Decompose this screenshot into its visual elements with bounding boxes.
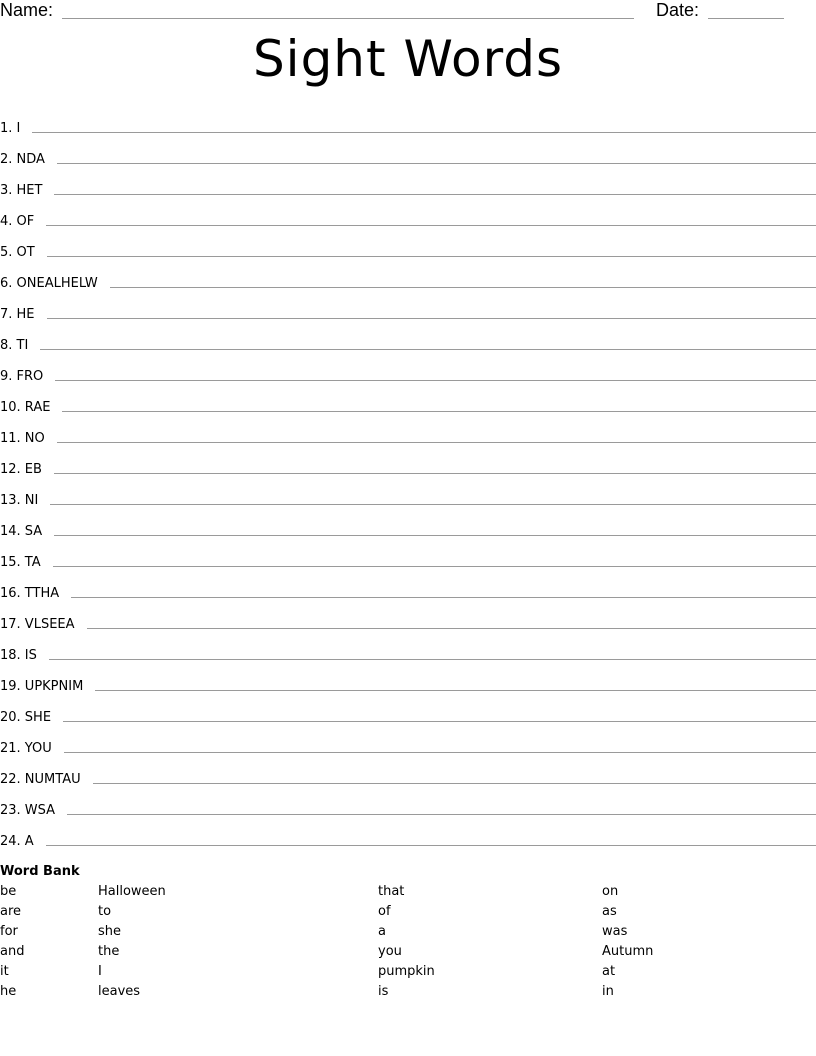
question-row: [0, 609, 816, 640]
word-bank-column: [378, 884, 435, 1004]
answer-line: [57, 163, 816, 164]
word-bank: [0, 884, 816, 1008]
question-row: [0, 361, 816, 392]
answer-line: [46, 845, 816, 846]
word-bank-word: a: [378, 924, 386, 939]
word-bank-word: leaves: [98, 984, 141, 999]
question-row: [0, 175, 816, 206]
scrambled-word-label: 15. TA: [0, 555, 41, 570]
answer-line: [64, 752, 816, 753]
date-field-line: [708, 18, 784, 19]
question-row: [0, 206, 816, 237]
question-row: [0, 268, 816, 299]
scrambled-word-label: 7. HE: [0, 307, 35, 322]
question-row: [0, 826, 816, 857]
question-row: [0, 516, 816, 547]
question-row: [0, 764, 816, 795]
answer-line: [62, 411, 816, 412]
scrambled-word-label: 5. OT: [0, 245, 35, 260]
question-row: [0, 702, 816, 733]
answer-line: [47, 318, 816, 319]
answer-line: [55, 380, 816, 381]
scrambled-word-label: 19. UPKPNIM: [0, 679, 84, 694]
question-row: [0, 454, 816, 485]
scrambled-word-label: 3. HET: [0, 183, 43, 198]
scrambled-word-label: 13. NI: [0, 493, 39, 508]
question-row: [0, 113, 816, 144]
name-label: Name:: [0, 0, 54, 20]
word-bank-column: [98, 884, 166, 1004]
question-row: [0, 547, 816, 578]
word-bank-word: Autumn: [602, 944, 654, 959]
date-label: Date:: [656, 0, 700, 20]
word-bank-column: [0, 884, 24, 1004]
page-title: Sight Words: [252, 30, 564, 88]
scrambled-word-label: 11. NO: [0, 431, 45, 446]
answer-line: [110, 287, 816, 288]
scrambled-word-label: 8. TI: [0, 338, 29, 353]
word-bank-word: and: [0, 944, 25, 959]
scrambled-word-label: 6. ONEALHELW: [0, 276, 98, 291]
scrambled-word-label: 18. IS: [0, 648, 37, 663]
word-bank-word: I: [98, 964, 102, 979]
question-row: [0, 423, 816, 454]
question-row: [0, 578, 816, 609]
word-bank-word: was: [602, 924, 628, 939]
word-bank-word: for: [0, 924, 18, 939]
word-bank-word: as: [602, 904, 617, 919]
scrambled-word-label: 2. NDA: [0, 152, 45, 167]
word-bank-word: at: [602, 964, 616, 979]
question-row: [0, 237, 816, 268]
word-bank-word: to: [98, 904, 112, 919]
question-row: [0, 795, 816, 826]
word-bank-word: that: [378, 884, 405, 899]
answer-line: [93, 783, 816, 784]
word-bank-word: Halloween: [98, 884, 166, 899]
word-bank-word: on: [602, 884, 619, 899]
worksheet-header: [0, 0, 816, 24]
word-bank-word: is: [378, 984, 389, 999]
scrambled-word-label: 16. TTHA: [0, 586, 60, 601]
name-field-line: [62, 18, 634, 19]
answer-line: [46, 225, 816, 226]
answer-line: [67, 814, 816, 815]
answer-line: [49, 659, 816, 660]
scrambled-word-label: 9. FRO: [0, 369, 44, 384]
answer-line: [57, 442, 816, 443]
answer-line: [54, 535, 816, 536]
question-row: [0, 485, 816, 516]
answer-line: [95, 690, 816, 691]
word-bank-word: of: [378, 904, 391, 919]
scrambled-word-label: 20. SHE: [0, 710, 52, 725]
answer-line: [47, 256, 816, 257]
answer-line: [71, 597, 816, 598]
answer-line: [87, 628, 816, 629]
answer-line: [54, 194, 816, 195]
word-bank-word: be: [0, 884, 17, 899]
scrambled-word-label: 17. VLSEEA: [0, 617, 75, 632]
word-bank-word: he: [0, 984, 17, 999]
question-row: [0, 392, 816, 423]
question-row: [0, 299, 816, 330]
answer-line: [32, 132, 816, 133]
answer-line: [53, 566, 816, 567]
question-row: [0, 640, 816, 671]
answer-line: [50, 504, 816, 505]
question-row: [0, 144, 816, 175]
answer-line: [63, 721, 816, 722]
word-bank-column: [602, 884, 653, 1004]
scrambled-word-label: 24. A: [0, 834, 34, 849]
scrambled-word-label: 23. WSA: [0, 803, 56, 818]
scrambled-word-label: 4. OF: [0, 214, 35, 229]
word-bank-word: pumpkin: [378, 964, 435, 979]
word-bank-title: Word Bank: [0, 864, 80, 879]
question-row: [0, 671, 816, 702]
word-bank-word: you: [378, 944, 402, 959]
scrambled-word-label: 1. I: [0, 121, 21, 136]
question-row: [0, 733, 816, 764]
answer-line: [54, 473, 816, 474]
word-bank-word: the: [98, 944, 120, 959]
word-bank-word: are: [0, 904, 22, 919]
scrambled-word-label: 12. EB: [0, 462, 42, 477]
question-list: [0, 113, 816, 857]
word-bank-word: it: [0, 964, 9, 979]
scrambled-word-label: 21. YOU: [0, 741, 52, 756]
scrambled-word-label: 22. NUMTAU: [0, 772, 81, 787]
answer-line: [40, 349, 816, 350]
word-bank-word: she: [98, 924, 122, 939]
scrambled-word-label: 10. RAE: [0, 400, 51, 415]
scrambled-word-label: 14. SA: [0, 524, 43, 539]
question-row: [0, 330, 816, 361]
word-bank-word: in: [602, 984, 614, 999]
